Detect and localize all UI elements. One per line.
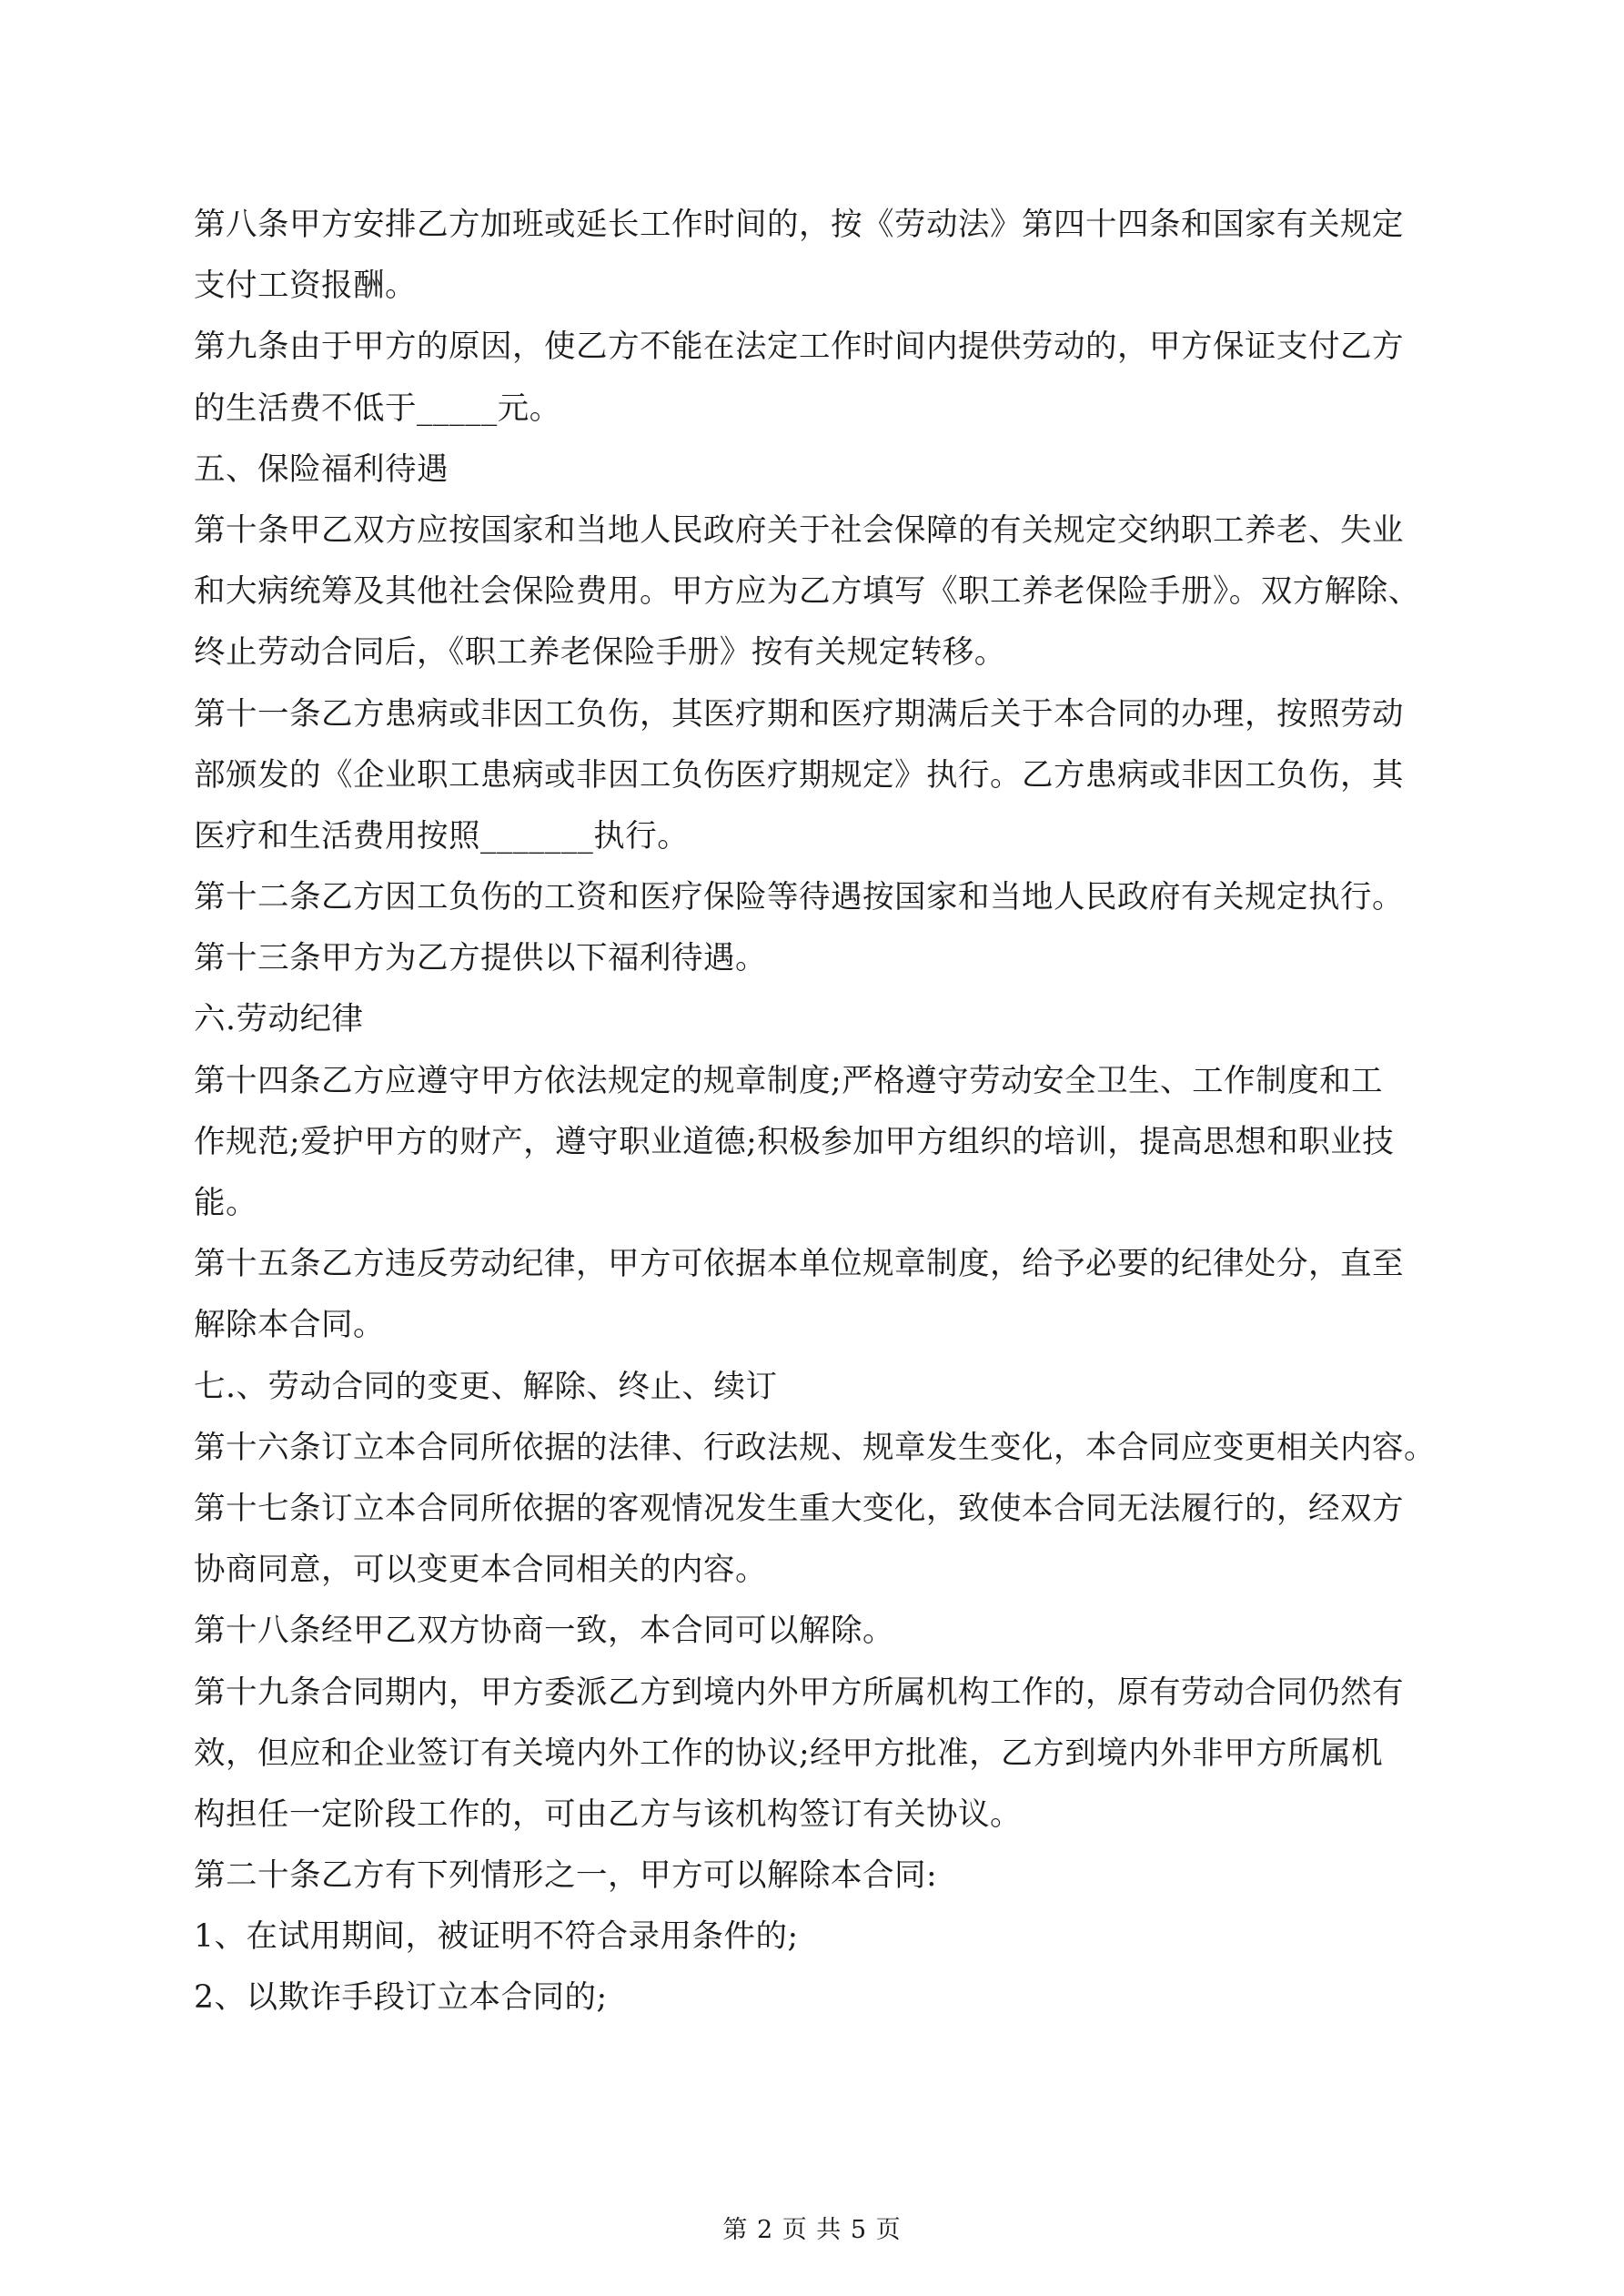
text-line: 协商同意，可以变更本合同相关的内容。 bbox=[194, 1552, 767, 1589]
text-line: 第十二条乙方因工负伤的工资和医疗保险等待遇按国家和当地人民政府有关规定执行。 bbox=[194, 879, 1404, 916]
text-line: 第十九条合同期内，甲方委派乙方到境内外甲方所属机构工作的，原有劳动合同仍然有 bbox=[194, 1674, 1404, 1711]
text-line: 第十条甲乙双方应按国家和当地人民政府关于社会保障的有关规定交纳职工养老、失业 bbox=[194, 511, 1404, 549]
text-line: 第十五条乙方违反劳动纪律，甲方可依据本单位规章制度，给予必要的纪律处分，直至 bbox=[194, 1246, 1404, 1283]
text-line: 的生活费不低于_____元。 bbox=[194, 389, 561, 427]
text-line: 第十八条经甲乙双方协商一致，本合同可以解除。 bbox=[194, 1613, 894, 1650]
text-line: 第十四条乙方应遵守甲方依法规定的规章制度;严格遵守劳动安全卫生、工作制度和工 bbox=[194, 1062, 1384, 1099]
text-line: 部颁发的《企业职工患病或非因工负伤医疗期规定》执行。乙方患病或非因工负伤，其 bbox=[194, 756, 1404, 794]
text-line: 医疗和生活费用按照_______执行。 bbox=[194, 817, 690, 855]
list-item: 1、在试用期间，被证明不符合录用条件的; bbox=[194, 1918, 799, 1956]
text-line: 第十一条乙方患病或非因工负伤，其医疗期和医疗期满后关于本合同的办理，按照劳动 bbox=[194, 695, 1404, 733]
text-line: 第十六条订立本合同所依据的法律、行政法规、规章发生变化，本合同应变更相关内容。 bbox=[194, 1429, 1436, 1466]
text-line: 第十七条订立本合同所依据的客观情况发生重大变化，致使本合同无法履行的，经双方 bbox=[194, 1490, 1404, 1527]
text-line: 第二十条乙方有下列情形之一，甲方可以解除本合同: bbox=[194, 1857, 938, 1895]
section-heading: 七.、劳动合同的变更、解除、终止、续订 bbox=[194, 1368, 778, 1405]
text-line: 终止劳动合同后，《职工养老保险手册》按有关规定转移。 bbox=[194, 634, 1006, 672]
section-heading: 六.劳动纪律 bbox=[194, 1001, 364, 1038]
list-item: 2、以欺诈手段订立本合同的; bbox=[194, 1979, 608, 2017]
text-line: 和大病统筹及其他社会保险费用。甲方应为乙方填写《职工养老保险手册》。双方解除、 bbox=[194, 573, 1420, 611]
text-line: 第十三条甲方为乙方提供以下福利待遇。 bbox=[194, 940, 767, 977]
text-line: 解除本合同。 bbox=[194, 1307, 385, 1344]
text-line: 第八条甲方安排乙方加班或延长工作时间的，按《劳动法》第四十四条和国家有关规定 bbox=[194, 207, 1404, 243]
page-footer bbox=[0, 2210, 1624, 2245]
text-line: 能。 bbox=[194, 1185, 257, 1221]
text-line: 作规范;爱护甲方的财产，遵守职业道德;积极参加甲方组织的培训，提高思想和职业技 bbox=[194, 1123, 1395, 1160]
section-heading: 五、保险福利待遇 bbox=[194, 450, 449, 488]
text-line: 第九条由于甲方的原因，使乙方不能在法定工作时间内提供劳动的，甲方保证支付乙方 bbox=[194, 329, 1404, 366]
document-body bbox=[194, 195, 1436, 2029]
text-line: 构担任一定阶段工作的，可由乙方与该机构签订有关协议。 bbox=[194, 1795, 1022, 1833]
text-line: 效，但应和企业签订有关境内外工作的协议;经甲方批准，乙方到境内外非甲方所属机 bbox=[194, 1735, 1384, 1772]
text-line: 支付工资报酬。 bbox=[194, 268, 417, 305]
page-number-label: 第 2 页 共 5 页 bbox=[722, 2216, 902, 2244]
